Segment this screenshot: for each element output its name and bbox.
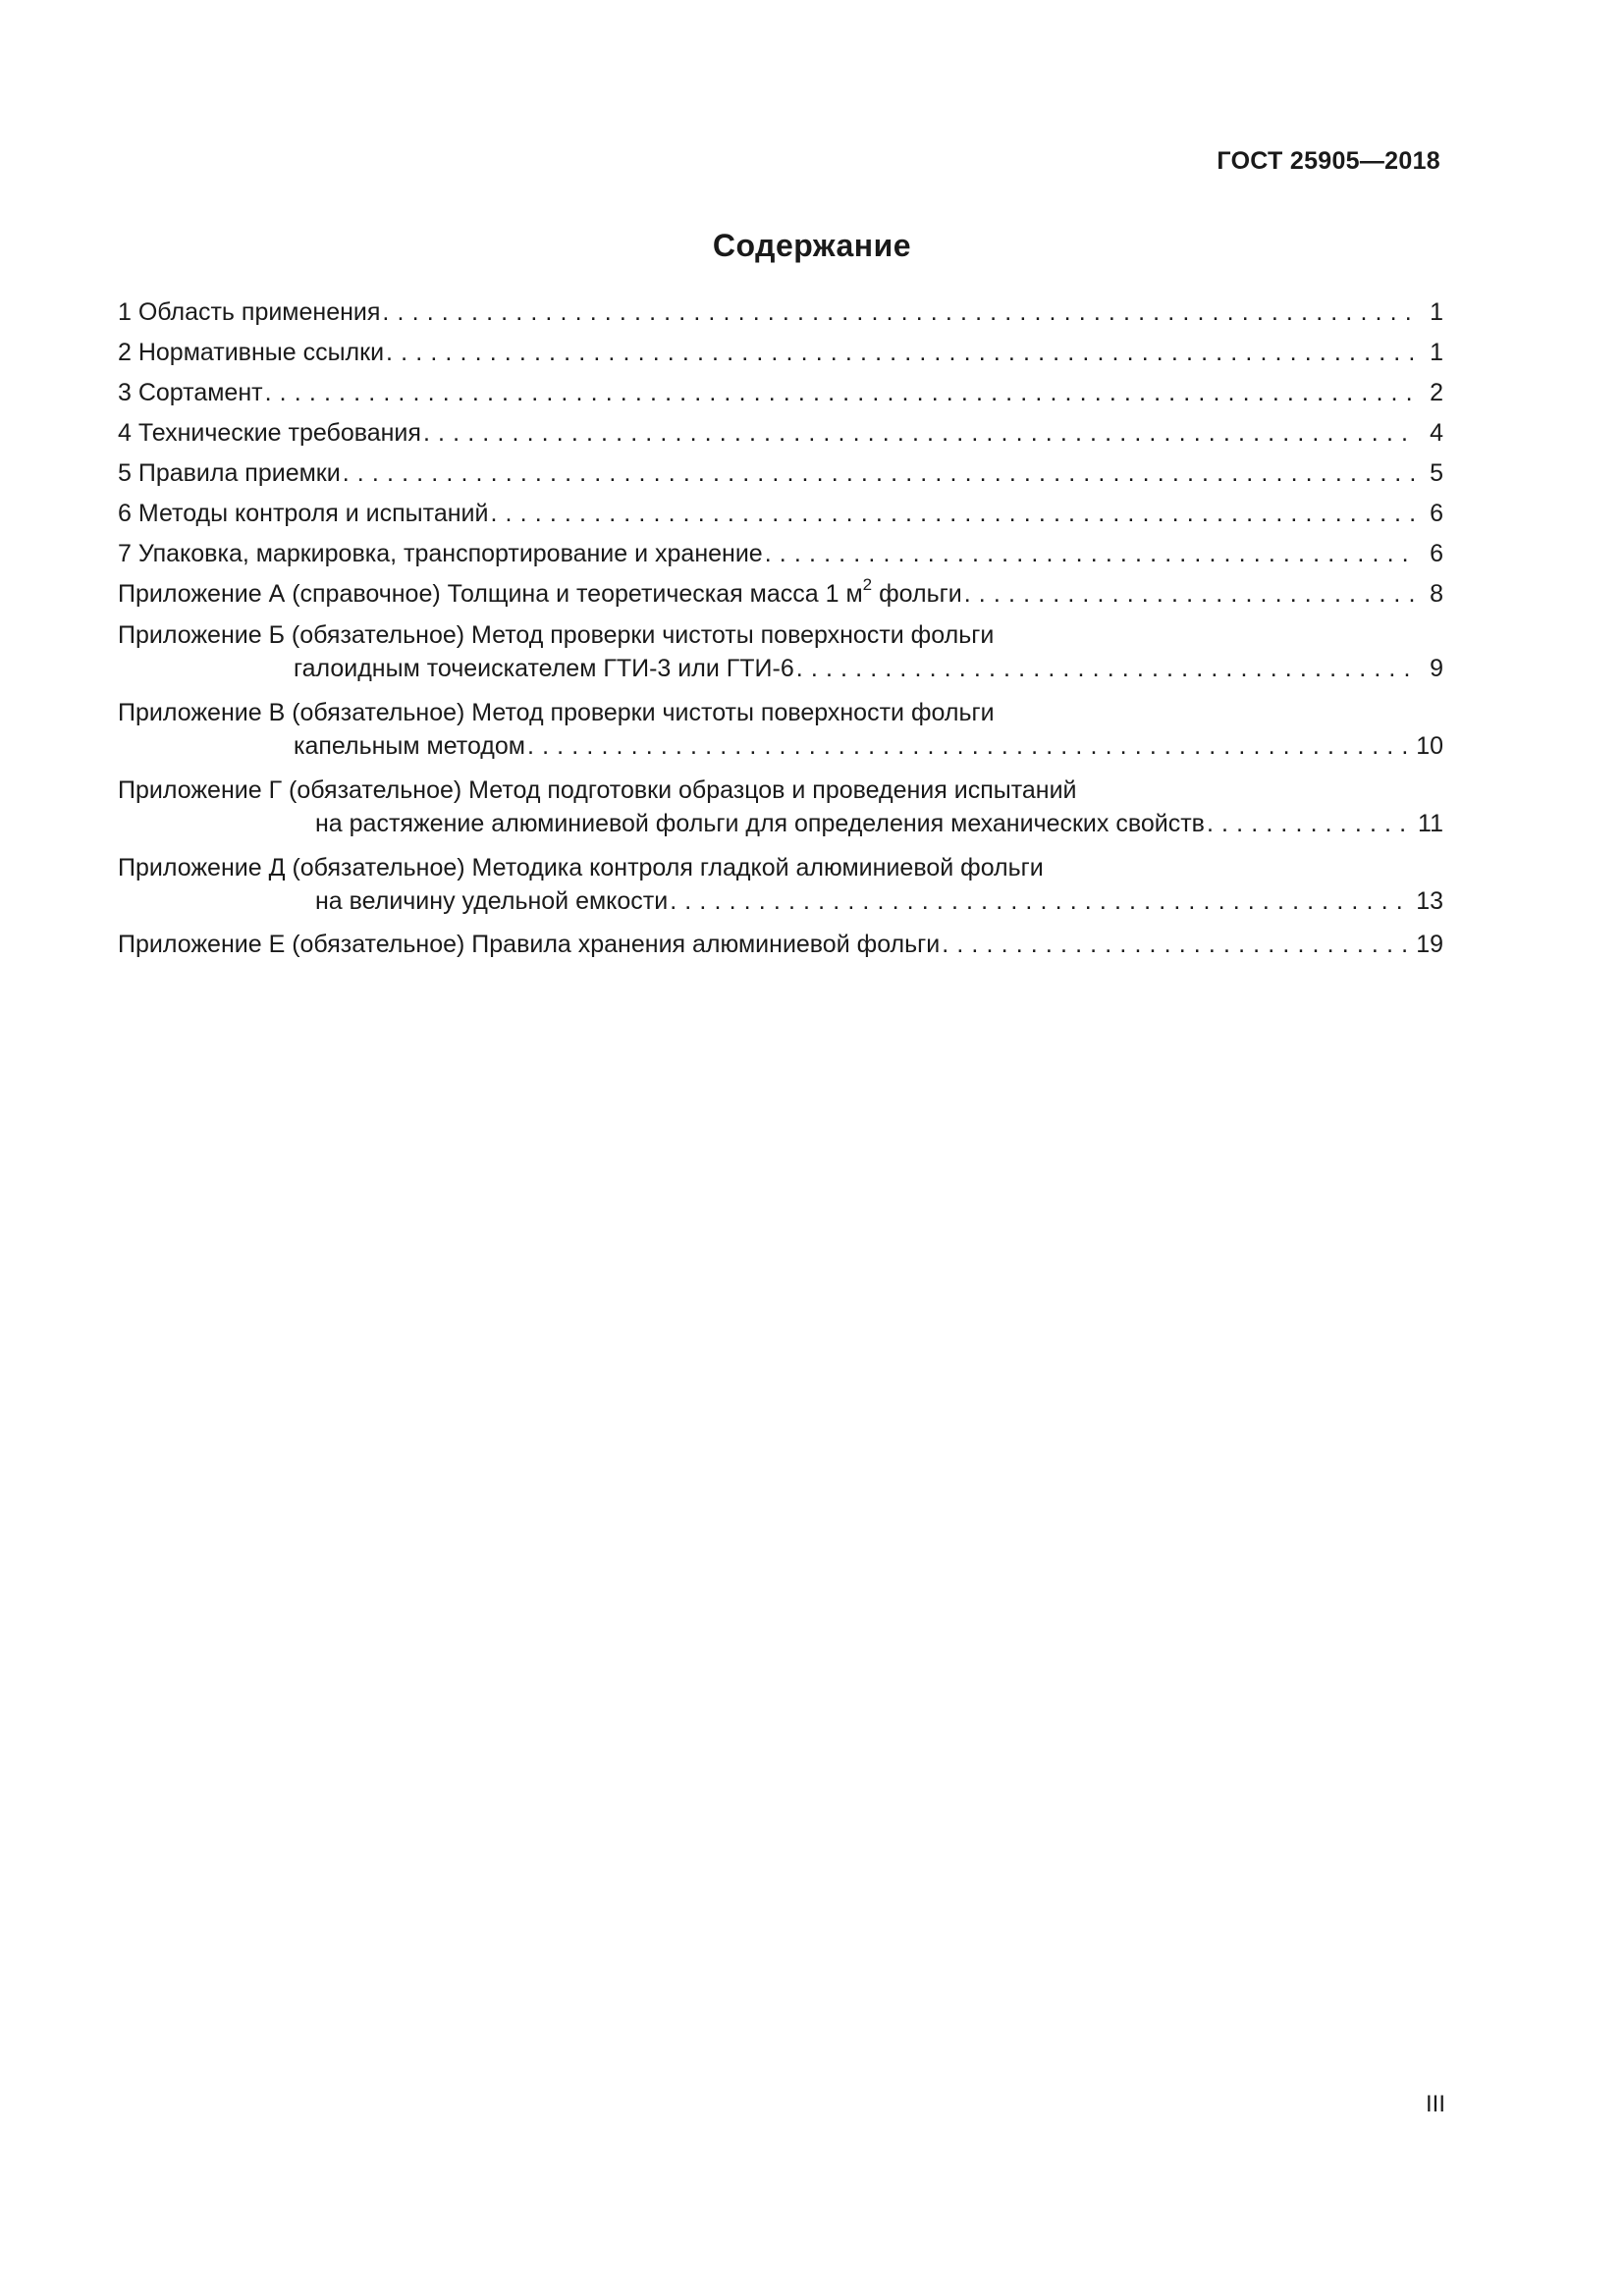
dot-leader (942, 925, 1410, 965)
toc-entry-appendix-b[interactable] (118, 614, 1443, 692)
dot-leader (796, 652, 1418, 685)
document-code: ГОСТ 25905—2018 (1217, 147, 1440, 175)
toc-entry-title-continuation: на величину удельной емкости (315, 887, 669, 915)
toc-entry-title: 7 Упаковка, маркировка, транспортирование и хранение (118, 540, 763, 567)
toc-page-number: 19 (1416, 931, 1443, 958)
toc-entry-title: 2 Нормативные ссылки (118, 339, 385, 366)
dot-leader (765, 534, 1418, 574)
page-number: III (1425, 2091, 1445, 2117)
toc-entry-title: 3 Сортамент (118, 379, 263, 406)
toc-entry-packaging[interactable] (118, 534, 1443, 574)
toc-entry-title-part: Приложение А (справочное) Толщина и теоретическая масса 1 м (118, 580, 863, 608)
dot-leader (382, 293, 1418, 333)
toc-entry-title: Приложение Г (обязательное) Метод подготовки образцов и проведения испытаний (118, 776, 1077, 804)
dot-leader (343, 454, 1418, 494)
dot-leader (490, 494, 1418, 534)
table-of-contents (118, 293, 1443, 965)
toc-entry-appendix-a[interactable] (118, 574, 1443, 614)
toc-entry-title: 4 Технические требования (118, 419, 421, 447)
toc-page-number: 2 (1430, 379, 1443, 406)
toc-entry-normative-references[interactable] (118, 333, 1443, 373)
dot-leader (265, 373, 1418, 413)
toc-entry-title-continuation: галоидным точеискателем ГТИ-3 или ГТИ-6 (294, 655, 794, 682)
toc-entry-title: 1 Область применения (118, 298, 381, 326)
dot-leader (964, 574, 1418, 614)
toc-page-number: 9 (1430, 655, 1443, 682)
toc-heading: Содержание (712, 228, 912, 263)
toc-page-number: 6 (1430, 540, 1443, 567)
toc-entry-title-continuation: капельным методом (294, 732, 525, 760)
toc-page-number: 1 (1430, 339, 1443, 366)
toc-entry-title: 6 Методы контроля и испытаний (118, 500, 489, 527)
toc-entry-appendix-v[interactable] (118, 692, 1443, 770)
dot-leader (670, 884, 1410, 918)
toc-page-number: 10 (1416, 732, 1443, 760)
toc-page-number: 13 (1416, 887, 1443, 915)
toc-page-number: 8 (1430, 580, 1443, 608)
toc-entry-title-continuation: на растяжение алюминиевой фольги для определения механических свойств (315, 810, 1205, 837)
toc-entry-test-methods[interactable] (118, 494, 1443, 534)
dot-leader (1207, 807, 1412, 840)
toc-entry-title (118, 574, 962, 614)
toc-page-number: 6 (1430, 500, 1443, 527)
toc-entry-title: Приложение Б (обязательное) Метод проверки чистоты поверхности фольги (118, 621, 995, 649)
toc-entry-technical-requirements[interactable] (118, 413, 1443, 454)
toc-entry-title: 5 Правила приемки (118, 459, 341, 487)
superscript: 2 (862, 574, 873, 594)
toc-page-number: 1 (1430, 298, 1443, 326)
toc-entry-title: Приложение Д (обязательное) Методика контроля гладкой алюминиевой фольги (118, 854, 1044, 881)
toc-entry-title: Приложение Е (обязательное) Правила хранения алюминиевой фольги (118, 931, 941, 958)
toc-page-number: 11 (1418, 810, 1443, 837)
toc-page-number: 5 (1430, 459, 1443, 487)
toc-entry-acceptance-rules[interactable] (118, 454, 1443, 494)
toc-entry-assortment[interactable] (118, 373, 1443, 413)
toc-entry-appendix-d[interactable] (118, 847, 1443, 925)
dot-leader (423, 413, 1418, 454)
toc-entry-appendix-e[interactable] (118, 925, 1443, 965)
toc-entry-scope[interactable] (118, 293, 1443, 333)
dot-leader (527, 729, 1410, 763)
toc-page-number: 4 (1430, 419, 1443, 447)
dot-leader (386, 333, 1418, 373)
toc-entry-appendix-g[interactable] (118, 770, 1443, 847)
toc-entry-title-part: фольги (872, 580, 962, 608)
toc-entry-title: Приложение В (обязательное) Метод проверки чистоты поверхности фольги (118, 699, 995, 726)
